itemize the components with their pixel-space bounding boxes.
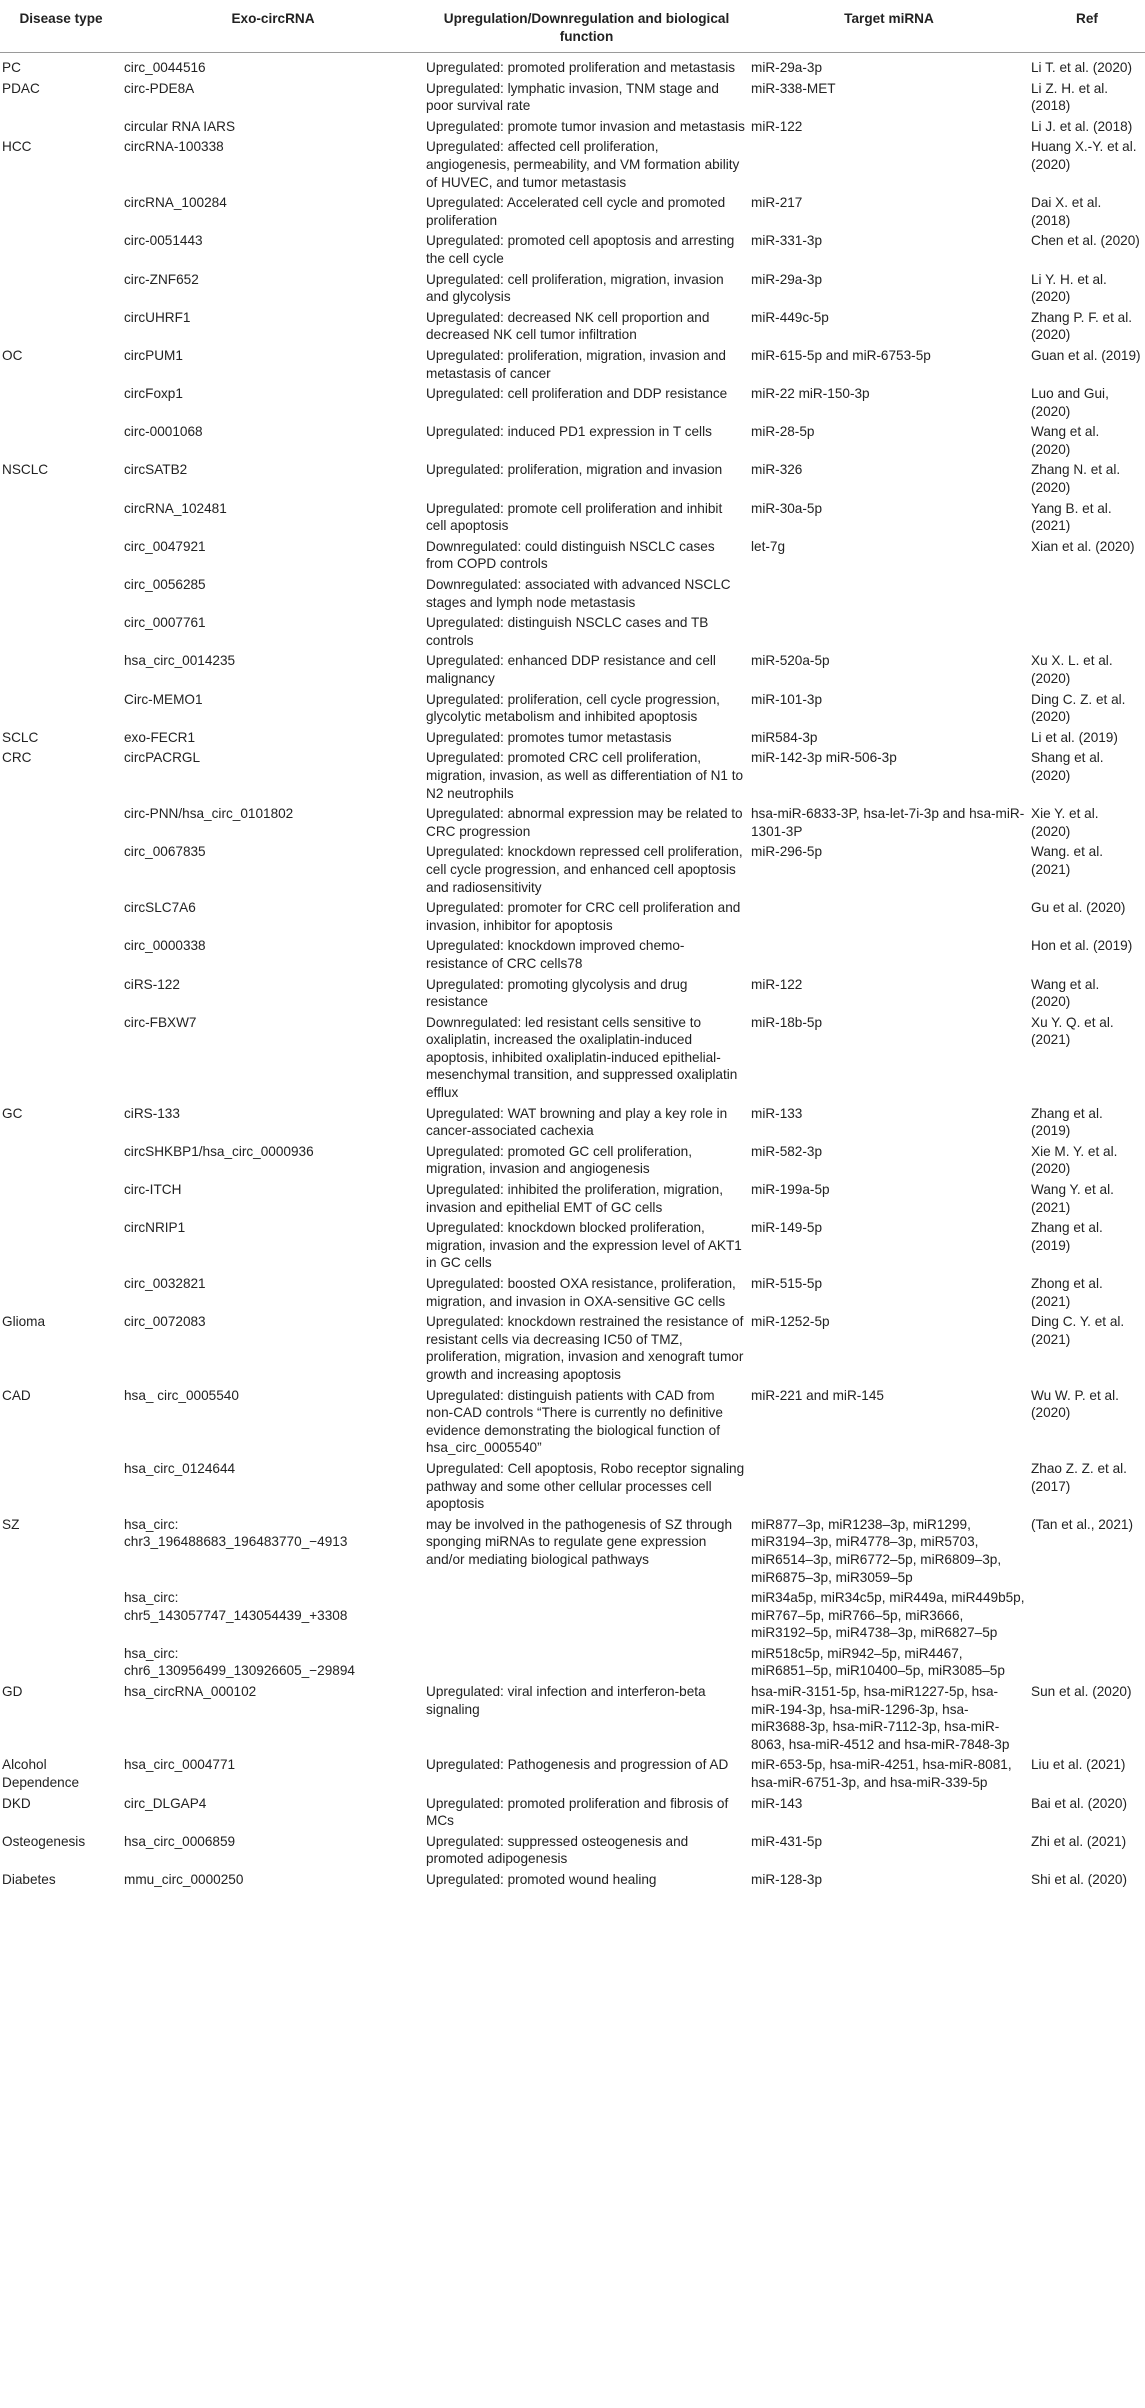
target-mirna-cell: hsa-miR-6833-3P, hsa-let-7i-3p and hsa-miR-1301-3P xyxy=(751,806,1025,839)
target-mirna-cell: miR-149-5p xyxy=(751,1220,823,1236)
ref-cell: Shi et al. (2020) xyxy=(1031,1872,1127,1887)
ref-cell xyxy=(1029,575,1145,613)
disease-type-cell: PC xyxy=(2,60,21,75)
function-cell: Upregulated: proliferation, migration and invasion xyxy=(426,462,723,478)
exo-circrna-cell: circ-PNN/hsa_circ_0101802 xyxy=(124,806,294,822)
table-row xyxy=(0,1142,1145,1180)
disease-type-cell: GD xyxy=(2,1684,23,1700)
target-mirna-cell: miR-515-5p xyxy=(751,1276,823,1291)
target-mirna-cell: miR518c5p, miR942–5p, miR4467, miR6851–5p, miR10400–5p, miR3085–5p xyxy=(751,1645,1005,1679)
exo-circrna-cell: circRNA_102481 xyxy=(124,500,227,516)
table-row xyxy=(0,1180,1145,1218)
disease-type-cell: Osteogenesis xyxy=(2,1833,86,1849)
table-row xyxy=(0,1794,1145,1832)
function-cell: Upregulated: Pathogenesis and progression of AD xyxy=(426,1757,729,1773)
table-row xyxy=(0,384,1145,422)
target-mirna-cell: miR-142-3p miR-506-3p xyxy=(751,750,897,766)
disease-type-cell xyxy=(0,422,122,460)
header-disease-type: Disease type xyxy=(0,0,122,53)
exo-circrna-cell: circ_0007761 xyxy=(124,615,206,631)
disease-type-cell xyxy=(0,193,122,231)
header-target-mirna: Target miRNA xyxy=(749,0,1029,53)
disease-type-cell xyxy=(0,117,122,138)
disease-type-cell xyxy=(0,1644,122,1682)
table-row xyxy=(0,1013,1145,1104)
target-mirna-cell xyxy=(749,137,1029,193)
target-mirna-cell: miR-143 xyxy=(751,1795,803,1811)
header-exo-circrna: Exo-circRNA xyxy=(122,0,424,53)
disease-type-cell xyxy=(0,1588,122,1644)
table-row xyxy=(0,1515,1145,1588)
function-cell: Upregulated: viral infection and interferon-beta signaling xyxy=(426,1684,706,1717)
function-cell: may be involved in the pathogenesis of SZ through sponging miRNAs to regulate gene expression and/or mediating biological pathways xyxy=(426,1516,733,1567)
exo-circrna-cell: circ_0044516 xyxy=(124,60,206,75)
target-mirna-cell: miR-653-5p, hsa-miR-4251, hsa-miR-8081, hsa-miR-6751-3p, and hsa-miR-339-5p xyxy=(751,1757,1012,1791)
table-row xyxy=(0,1218,1145,1274)
ref-cell xyxy=(1029,1588,1145,1644)
exo-circrna-cell: circ_0067835 xyxy=(124,844,206,860)
table-row xyxy=(0,842,1145,898)
table-row xyxy=(0,613,1145,651)
header-ref: Ref xyxy=(1029,0,1145,53)
function-cell: Upregulated: promotes tumor metastasis xyxy=(426,729,672,745)
exo-circrna-cell: hsa_circ_0014235 xyxy=(124,653,236,669)
target-mirna-cell: miR-431-5p xyxy=(751,1833,823,1849)
function-cell: Upregulated: cell proliferation, migration, invasion and glycolysis xyxy=(426,271,724,305)
table-row xyxy=(0,308,1145,346)
table-row xyxy=(0,1682,1145,1755)
target-mirna-cell: miR-449c-5p xyxy=(751,309,829,325)
function-cell: Upregulated: Accelerated cell cycle and promoted proliferation xyxy=(426,195,726,228)
ref-cell: Xu Y. Q. et al. (2021) xyxy=(1031,1014,1114,1048)
exo-circrna-cell: hsa_circ: chr5_143057747_143054439_+3308 xyxy=(124,1590,348,1623)
target-mirna-cell: let-7g xyxy=(751,538,786,554)
function-cell: Upregulated: suppressed osteogenesis and promoted adipogenesis xyxy=(426,1833,689,1867)
exo-circrna-cell: mmu_circ_0000250 xyxy=(124,1872,244,1887)
disease-type-cell xyxy=(0,384,122,422)
function-cell: Upregulated: lymphatic invasion, TNM stage and poor survival rate xyxy=(426,80,719,114)
disease-type-cell: Diabetes xyxy=(2,1872,56,1887)
function-cell xyxy=(424,1588,749,1644)
disease-type-cell xyxy=(0,1180,122,1218)
ref-cell: Bai et al. (2020) xyxy=(1031,1795,1127,1811)
exo-circrna-cell: circ_0072083 xyxy=(124,1314,206,1330)
exo-circrna-cell: circ-ITCH xyxy=(124,1182,182,1198)
table-row xyxy=(0,1644,1145,1682)
disease-type-cell: CRC xyxy=(2,750,32,766)
table-row xyxy=(0,1386,1145,1459)
exo-circrna-cell: circ_DLGAP4 xyxy=(124,1795,207,1811)
function-cell: Upregulated: enhanced DDP resistance and cell malignancy xyxy=(426,653,716,686)
target-mirna-cell: miR-582-3p xyxy=(751,1143,823,1159)
function-cell: Upregulated: knockdown repressed cell proliferation, cell cycle progression, and enhanced cell apoptosis and radiosensitivity xyxy=(426,844,743,895)
function-cell: Upregulated: decreased NK cell proportion and decreased NK cell tumor infiltration xyxy=(426,309,710,343)
ref-cell: Xie M. Y. et al. (2020) xyxy=(1031,1143,1118,1177)
function-cell: Upregulated: abnormal expression may be related to CRC progression xyxy=(426,806,743,839)
function-cell: Upregulated: promoted GC cell proliferation, migration, invasion and angiogenesis xyxy=(426,1143,692,1177)
function-cell: Upregulated: promoter for CRC cell proliferation and invasion, inhibitor for apoptosis xyxy=(426,900,741,933)
exo-circrna-cell: circSHKBP1/hsa_circ_0000936 xyxy=(124,1143,314,1159)
target-mirna-cell: miR-18b-5p xyxy=(751,1014,823,1030)
function-cell: Upregulated: promoted proliferation and metastasis xyxy=(426,60,736,75)
ref-cell: Xu X. L. et al. (2020) xyxy=(1031,653,1113,686)
exo-circrna-cell: hsa_circ_0004771 xyxy=(124,1757,236,1773)
disease-type-cell xyxy=(0,1218,122,1274)
exo-circrna-cell: circ-0001068 xyxy=(124,424,203,440)
disease-type-cell xyxy=(0,1013,122,1104)
header-regulation-function: Upregulation/Downregulation and biological function xyxy=(424,0,749,53)
target-mirna-cell: hsa-miR-3151-5p, hsa-miR1227-5p, hsa-miR-194-3p, hsa-miR-1296-3p, hsa-miR3688-3p, hsa-miR-7112-3p, hsa-miR-8063, hsa-miR-4512 and hsa-miR-7848-3p xyxy=(751,1684,1010,1752)
disease-type-cell: SCLC xyxy=(2,729,39,745)
function-cell xyxy=(424,1644,749,1682)
exo-circrna-cell: circ_0047921 xyxy=(124,538,206,554)
target-mirna-cell: miR-520a-5p xyxy=(751,653,830,669)
table-row xyxy=(0,270,1145,308)
function-cell: Upregulated: boosted OXA resistance, proliferation, migration, and invasion in OXA-sensitive GC cells xyxy=(426,1276,736,1309)
ref-cell: Hon et al. (2019) xyxy=(1031,938,1133,954)
exo-circrna-cell: exo-FECR1 xyxy=(124,729,196,745)
table-row xyxy=(0,1459,1145,1515)
disease-type-cell xyxy=(0,499,122,537)
table-row xyxy=(0,537,1145,575)
ref-cell: Li Z. H. et al. (2018) xyxy=(1031,80,1109,114)
ref-cell: Zhang et al. (2019) xyxy=(1031,1105,1103,1139)
ref-cell: Luo and Gui, (2020) xyxy=(1031,386,1109,419)
target-mirna-cell: miR877–3p, miR1238–3p, miR1299, miR3194–3p, miR4778–3p, miR5703, miR6514–3p, miR6772–5p, miR6809–3p, miR6875–3p, miR3059–5p xyxy=(751,1516,1002,1585)
ref-cell: Zhang N. et al. (2020) xyxy=(1031,462,1121,496)
table-row xyxy=(0,1274,1145,1312)
disease-type-cell: NSCLC xyxy=(2,462,49,478)
function-cell: Upregulated: promoted cell apoptosis and arresting the cell cycle xyxy=(426,233,735,266)
function-cell: Downregulated: associated with advanced NSCLC stages and lymph node metastasis xyxy=(426,577,731,610)
exo-circrna-cell: Circ-MEMO1 xyxy=(124,691,203,707)
exo-circrna-cell: circSLC7A6 xyxy=(124,900,196,916)
exo-circrna-cell: circular RNA IARS xyxy=(124,118,236,134)
disease-type-cell: GC xyxy=(2,1105,23,1121)
function-cell: Upregulated: promote tumor invasion and metastasis xyxy=(426,118,745,134)
exo-circrna-cell: circ_0032821 xyxy=(124,1276,206,1291)
target-mirna-cell: miR584-3p xyxy=(751,729,818,745)
table-row xyxy=(0,651,1145,689)
function-cell: Upregulated: induced PD1 expression in T cells xyxy=(426,424,712,440)
ref-cell: Ding C. Y. et al. (2021) xyxy=(1031,1314,1125,1347)
ref-cell: Li T. et al. (2020) xyxy=(1031,60,1133,75)
disease-type-cell xyxy=(0,613,122,651)
function-cell: Upregulated: cell proliferation and DDP resistance xyxy=(426,386,728,402)
exo-circrna-cell: circSATB2 xyxy=(124,462,188,478)
function-cell: Upregulated: WAT browning and play a key role in cancer-associated cachexia xyxy=(426,1105,728,1139)
exo-circrna-cell: circ_0056285 xyxy=(124,577,206,593)
disease-type-cell xyxy=(0,1142,122,1180)
ref-cell: Zhang P. F. et al. (2020) xyxy=(1031,309,1133,343)
exo-circrna-cell: circFoxp1 xyxy=(124,386,183,402)
target-mirna-cell: miR-331-3p xyxy=(751,233,823,249)
exo-circrna-cell: hsa_circ: chr6_130956499_130926605_−29894 xyxy=(124,1645,355,1679)
table-row xyxy=(0,422,1145,460)
function-cell: Upregulated: inhibited the proliferation, migration, invasion and epithelial EMT of GC cells xyxy=(426,1182,723,1215)
exo-circrna-cell: circRNA_100284 xyxy=(124,195,227,211)
target-mirna-cell xyxy=(749,613,1029,651)
disease-type-cell xyxy=(0,975,122,1013)
target-mirna-cell xyxy=(749,898,1029,936)
disease-type-cell xyxy=(0,270,122,308)
table-row xyxy=(0,53,1145,79)
function-cell: Upregulated: promoted CRC cell proliferation, migration, invasion, as well as differentiation of N1 to N2 neutrophils xyxy=(426,750,744,801)
target-mirna-cell: miR-28-5p xyxy=(751,424,815,440)
table-row xyxy=(0,79,1145,117)
ref-cell: Zhong et al. (2021) xyxy=(1031,1276,1103,1309)
exo-circrna-cell: circPACRGL xyxy=(124,750,201,766)
target-mirna-cell xyxy=(749,1459,1029,1515)
exo-circrna-cell: hsa_circ_0006859 xyxy=(124,1833,236,1849)
disease-type-cell: PDAC xyxy=(2,80,40,96)
table-row xyxy=(0,117,1145,138)
ref-cell: Wang Y. et al. (2021) xyxy=(1031,1182,1114,1215)
table-row xyxy=(0,975,1145,1013)
ref-cell: Li Y. H. et al. (2020) xyxy=(1031,271,1107,305)
disease-type-cell xyxy=(0,308,122,346)
table-body xyxy=(0,53,1145,1893)
target-mirna-cell: miR-101-3p xyxy=(751,691,823,707)
disease-type-cell xyxy=(0,690,122,728)
function-cell: Upregulated: proliferation, migration, invasion and metastasis of cancer xyxy=(426,347,726,381)
function-cell: Upregulated: promoted wound healing xyxy=(426,1872,657,1887)
disease-type-cell: SZ xyxy=(2,1516,20,1532)
table-row xyxy=(0,460,1145,498)
target-mirna-cell: miR-296-5p xyxy=(751,844,823,860)
target-mirna-cell: miR-326 xyxy=(751,462,803,478)
ref-cell xyxy=(1029,1644,1145,1682)
target-mirna-cell: miR-217 xyxy=(751,195,803,211)
ref-cell: Wu W. P. et al. (2020) xyxy=(1031,1387,1119,1421)
target-mirna-cell: miR-615-5p and miR-6753-5p xyxy=(751,347,931,363)
function-cell: Upregulated: knockdown blocked proliferation, migration, invasion and the expression level of AKT1 in GC cells xyxy=(426,1220,742,1271)
function-cell: Upregulated: promoting glycolysis and drug resistance xyxy=(426,976,688,1010)
target-mirna-cell: miR-199a-5p xyxy=(751,1182,830,1198)
disease-type-cell xyxy=(0,804,122,842)
disease-type-cell xyxy=(0,651,122,689)
disease-type-cell xyxy=(0,842,122,898)
target-mirna-cell: miR-30a-5p xyxy=(751,500,823,516)
target-mirna-cell: miR-122 xyxy=(751,118,803,134)
exo-circrna-cell: hsa_ circ_0005540 xyxy=(124,1387,239,1403)
exo-circrna-cell: circRNA-100338 xyxy=(124,139,224,155)
ref-cell: Wang. et al. (2021) xyxy=(1031,844,1104,877)
exo-circrna-cell: ciRS-122 xyxy=(124,976,180,992)
table-row xyxy=(0,690,1145,728)
target-mirna-cell: miR-133 xyxy=(751,1105,803,1121)
exo-circrna-cell: circ-FBXW7 xyxy=(124,1014,197,1030)
target-mirna-cell: miR-29a-3p xyxy=(751,60,823,75)
ref-cell: Zhang et al. (2019) xyxy=(1031,1220,1103,1253)
disease-type-cell xyxy=(0,575,122,613)
table-row xyxy=(0,804,1145,842)
function-cell: Upregulated: promoted proliferation and fibrosis of MCs xyxy=(426,1795,729,1829)
ref-cell xyxy=(1029,613,1145,651)
target-mirna-cell: miR-1252-5p xyxy=(751,1314,830,1330)
ref-cell: Xie Y. et al. (2020) xyxy=(1031,806,1099,839)
function-cell: Upregulated: distinguish NSCLC cases and TB controls xyxy=(426,615,709,648)
table-row xyxy=(0,346,1145,384)
target-mirna-cell: miR34a5p, miR34c5p, miR449a, miR449b5p, miR767–5p, miR766–5p, miR3666, miR3192–5p, miR4738–3p, miR6827–5p xyxy=(751,1590,1025,1641)
exo-circrna-cell: circ-PDE8A xyxy=(124,80,195,96)
exo-circrna-cell: hsa_circ_0124644 xyxy=(124,1460,236,1476)
exo-circrna-cell: circ-0051443 xyxy=(124,233,203,249)
table-row xyxy=(0,1588,1145,1644)
target-mirna-cell: miR-22 miR-150-3p xyxy=(751,386,870,402)
disease-type-cell: HCC xyxy=(2,139,32,155)
function-cell: Downregulated: could distinguish NSCLC cases from COPD controls xyxy=(426,538,715,572)
target-mirna-cell xyxy=(749,575,1029,613)
exo-circrna-cell: hsa_circRNA_000102 xyxy=(124,1684,257,1700)
disease-type-cell xyxy=(0,1274,122,1312)
disease-type-cell xyxy=(0,936,122,974)
table-row xyxy=(0,575,1145,613)
ref-cell: Wang et al. (2020) xyxy=(1031,424,1100,457)
function-cell: Upregulated: knockdown restrained the resistance of resistant cells via decreasing IC50 of TMZ, proliferation, migration, invasion and xenograft tumor growth and increasing apoptosis xyxy=(426,1314,744,1382)
function-cell: Upregulated: knockdown improved chemo-resistance of CRC cells78 xyxy=(426,938,685,971)
target-mirna-cell: miR-221 and miR-145 xyxy=(751,1387,884,1403)
exo-circrna-cell: circ_0000338 xyxy=(124,938,206,954)
ref-cell: Shang et al. (2020) xyxy=(1031,750,1104,783)
disease-type-cell: Glioma xyxy=(2,1314,46,1330)
ref-cell: Yang B. et al. (2021) xyxy=(1031,500,1112,534)
disease-type-cell xyxy=(0,898,122,936)
ref-cell: Liu et al. (2021) xyxy=(1031,1757,1126,1773)
ref-cell: Wang et al. (2020) xyxy=(1031,976,1100,1010)
header-row xyxy=(0,0,1145,53)
exo-circrna-cell: circPUM1 xyxy=(124,347,183,363)
target-mirna-cell: miR-128-3p xyxy=(751,1872,823,1887)
table-row xyxy=(0,936,1145,974)
disease-type-cell xyxy=(0,231,122,269)
target-mirna-cell: miR-122 xyxy=(751,976,803,992)
ref-cell: (Tan et al., 2021) xyxy=(1031,1516,1134,1532)
ref-cell: Huang X.-Y. et al. (2020) xyxy=(1031,139,1137,172)
disease-type-cell: CAD xyxy=(2,1387,31,1403)
ref-cell: Dai X. et al. (2018) xyxy=(1031,195,1102,228)
function-cell: Upregulated: affected cell proliferation, angiogenesis, permeability, and VM formation ability of HUVEC, and tumor metastasis xyxy=(426,139,740,190)
table-row xyxy=(0,499,1145,537)
disease-type-cell xyxy=(0,1459,122,1515)
table-row xyxy=(0,898,1145,936)
ref-cell: Zhi et al. (2021) xyxy=(1031,1833,1127,1849)
ref-cell: Guan et al. (2019) xyxy=(1031,347,1141,363)
table-row xyxy=(0,1104,1145,1142)
disease-type-cell: OC xyxy=(2,347,23,363)
exo-circrna-cell: circNRIP1 xyxy=(124,1220,186,1236)
disease-type-cell: Alcohol Dependence xyxy=(2,1757,80,1791)
function-cell: Upregulated: promote cell proliferation and inhibit cell apoptosis xyxy=(426,500,723,534)
exo-circrna-cell: circUHRF1 xyxy=(124,309,191,325)
ref-cell: Li et al. (2019) xyxy=(1031,729,1118,745)
function-cell: Downregulated: led resistant cells sensitive to oxaliplatin, increased the oxaliplatin-induced apoptosis, inhibited oxaliplatin-induced epithelial-mesenchymal transition, and suppressed oxaliplatin efflux xyxy=(426,1014,738,1101)
table-row xyxy=(0,1870,1145,1893)
disease-type-cell: DKD xyxy=(2,1795,31,1811)
function-cell: Upregulated: proliferation, cell cycle progression, glycolytic metabolism and inhibited apoptosis xyxy=(426,691,720,725)
exo-circrna-cell: circ-ZNF652 xyxy=(124,271,199,287)
exo-circrna-cell: ciRS-133 xyxy=(124,1105,180,1121)
table-row xyxy=(0,193,1145,231)
ref-cell: Zhao Z. Z. et al. (2017) xyxy=(1031,1460,1127,1494)
target-mirna-cell: miR-29a-3p xyxy=(751,271,823,287)
table-row xyxy=(0,1755,1145,1793)
table-row xyxy=(0,137,1145,193)
table-row xyxy=(0,1312,1145,1385)
exo-circrna-cell: hsa_circ: chr3_196488683_196483770_−4913 xyxy=(124,1516,348,1550)
function-cell: Upregulated: Cell apoptosis, Robo receptor signaling pathway and some other cellular processes cell apoptosis xyxy=(426,1460,745,1512)
ref-cell: Ding C. Z. et al. (2020) xyxy=(1031,691,1126,725)
target-mirna-cell xyxy=(749,936,1029,974)
table-row xyxy=(0,231,1145,269)
table-row xyxy=(0,748,1145,804)
table-row xyxy=(0,728,1145,749)
ref-cell: Gu et al. (2020) xyxy=(1031,900,1126,916)
ref-cell: Xian et al. (2020) xyxy=(1031,538,1135,554)
disease-type-cell xyxy=(0,537,122,575)
ref-cell: Li J. et al. (2018) xyxy=(1031,118,1133,134)
ref-cell: Sun et al. (2020) xyxy=(1031,1684,1132,1700)
table-row xyxy=(0,1832,1145,1870)
function-cell: Upregulated: distinguish patients with CAD from non-CAD controls “There is currently no definitive evidence demonstrating the biological function of hsa_circ_0005540” xyxy=(426,1387,723,1456)
target-mirna-cell: miR-338-MET xyxy=(751,80,836,96)
ref-cell: Chen et al. (2020) xyxy=(1031,233,1140,249)
